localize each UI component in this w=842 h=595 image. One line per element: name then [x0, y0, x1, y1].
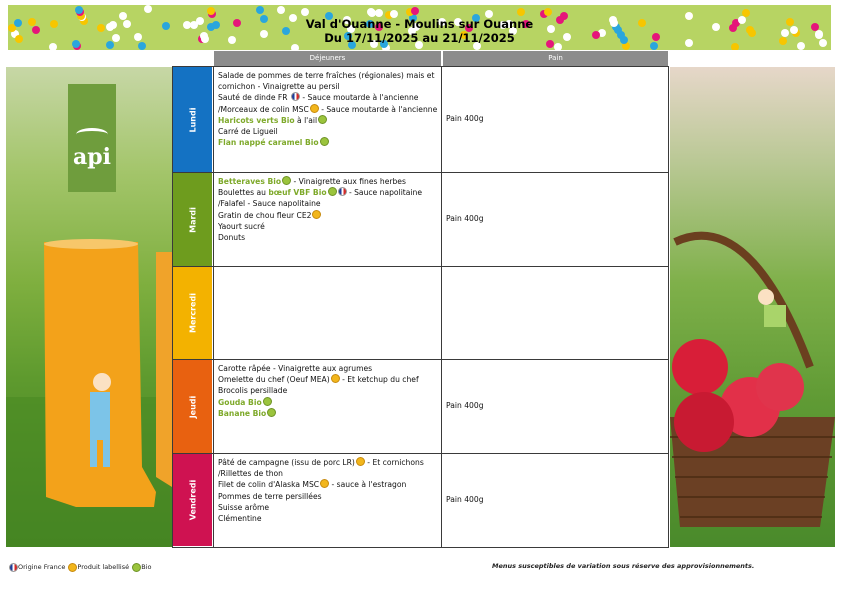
day-label-jeudi: Jeudi	[173, 360, 212, 453]
column-header-pain: Pain	[443, 51, 668, 66]
api-logo: api	[68, 84, 116, 192]
table-grid-line	[172, 359, 669, 360]
table-grid-line	[213, 66, 214, 548]
bio-leaf-icon	[318, 115, 327, 124]
menu-item: Brocolis persillade	[218, 386, 288, 396]
menu-item: Gouda Bio	[218, 397, 440, 408]
france-flag-icon	[291, 92, 300, 101]
label-rouge-icon	[310, 104, 319, 113]
menu-item: Boulettes au bœuf VBF Bio - Sauce napolitaine	[218, 188, 423, 198]
menu-item: Gratin de chou fleur CE2	[218, 210, 440, 221]
bio-leaf-icon	[328, 187, 337, 196]
menu-item: Clémentine	[218, 514, 262, 524]
bio-leaf-icon	[132, 563, 141, 572]
confetti-dot	[411, 7, 419, 15]
day-label-mardi: Mardi	[173, 173, 212, 266]
bio-leaf-icon	[263, 397, 272, 406]
header-banner	[8, 5, 831, 50]
menu-item: Suisse arôme	[218, 502, 270, 512]
label-rouge-icon	[356, 457, 365, 466]
legend-bio: Bio	[141, 563, 152, 571]
confetti-dot	[256, 6, 264, 14]
confetti-dot	[144, 5, 152, 13]
column-header-dejeuners: Déjeuners	[214, 51, 441, 66]
table-grid-line	[172, 453, 669, 454]
boots-photo	[6, 67, 172, 547]
pain-cell-lundi: Pain 400g	[446, 114, 484, 123]
confetti-dot	[277, 6, 285, 14]
bio-leaf-icon	[267, 408, 276, 417]
menu-item: Betteraves Bio - Vinaigrette aux fines herbes	[218, 177, 406, 186]
confetti-dot	[375, 9, 383, 17]
menu-item: /Morceaux de colin MSC - Sauce moutarde à l'ancienne	[218, 104, 438, 114]
menu-item: /Falafel - Sauce napolitaine	[218, 199, 321, 209]
bio-leaf-icon	[282, 176, 291, 185]
page-title: Val d'Ouanne - Moulins sur Ouanne	[305, 17, 534, 31]
menu-item: Sauté de dinde FR - Sauce moutarde à l'ancienne	[218, 93, 419, 103]
table-grid-line	[172, 172, 669, 173]
table-grid-line	[172, 66, 669, 67]
menu-item: Banane Bio	[218, 408, 440, 419]
legend-label: Produit labellisé	[77, 563, 130, 571]
menu-item: Pommes de terre persillées	[218, 491, 322, 501]
day-label-mercredi: Mercredi	[173, 267, 212, 359]
menu-item: Salade de pommes de terre fraîches (régionales) mais et cornichon - Vinaigrette au persil	[218, 71, 435, 92]
table-grid-line	[668, 66, 669, 548]
table-grid-line	[172, 266, 669, 267]
table-grid-line	[172, 547, 669, 548]
menu-cell-jeudi	[218, 363, 440, 419]
legend	[8, 563, 151, 572]
day-label-vendredi: Vendredi	[173, 454, 212, 546]
bio-leaf-icon	[320, 137, 329, 146]
apple-basket-photo	[670, 67, 835, 547]
menu-cell-mardi	[218, 176, 440, 243]
apple-basket-illustration	[670, 67, 835, 547]
confetti-dot	[544, 8, 552, 16]
menu-item: Pâté de campagne (issu de porc LR) - Et cornichons	[218, 458, 424, 467]
availability-note: Menus susceptibles de variation sous réserve des approvisionnements.	[492, 562, 755, 570]
pain-cell-mardi: Pain 400g	[446, 214, 484, 223]
menu-item: Omelette du chef (Oeuf MEA) - Et ketchup du chef	[218, 375, 419, 385]
confetti-dot	[75, 6, 83, 14]
confetti-dot	[207, 7, 215, 15]
menu-item: Yaourt sucré	[218, 221, 265, 231]
france-flag-icon	[9, 563, 18, 572]
menu-item: Filet de colin d'Alaska MSC - sauce à l'estragon	[218, 480, 407, 490]
label-rouge-icon	[312, 210, 321, 219]
menu-cell-lundi	[218, 70, 440, 148]
menu-item: Carotte râpée - Vinaigrette aux agrumes	[218, 364, 373, 373]
confetti-dot	[517, 8, 525, 16]
pain-cell-vendredi: Pain 400g	[446, 494, 484, 504]
label-rouge-icon	[331, 374, 340, 383]
france-flag-icon	[338, 187, 347, 196]
legend-origine: Origine France	[18, 563, 66, 571]
menu-item: Haricots verts Bio à l'ail	[218, 115, 440, 126]
menu-item: Donuts	[218, 233, 246, 243]
pain-cell-jeudi: Pain 400g	[446, 401, 484, 410]
menu-item: Flan nappé caramel Bio	[218, 137, 440, 148]
table-grid-line	[441, 66, 442, 548]
date-range: Du 17/11/2025 au 21/11/2025	[324, 31, 515, 45]
confetti-dot	[301, 8, 309, 16]
day-label-lundi: Lundi	[173, 67, 212, 172]
menu-item: /Rillettes de thon	[218, 469, 283, 479]
menu-item: Carré de Ligueil	[218, 127, 278, 137]
menu-cell-vendredi	[218, 457, 440, 524]
label-rouge-icon	[320, 479, 329, 488]
